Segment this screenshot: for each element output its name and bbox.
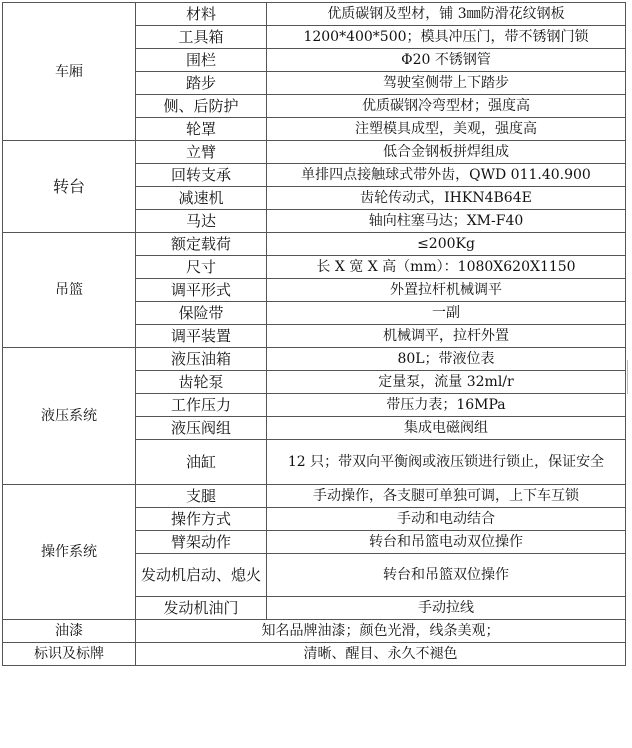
table-row (3, 3, 626, 26)
item-cell: 马达 (136, 210, 267, 233)
item-cell: 减速机 (136, 187, 267, 210)
page-edge-mark (627, 360, 632, 394)
value-cell: 集成电磁阀组 (267, 417, 626, 440)
item-cell: 调平装置 (136, 325, 267, 348)
value-cell: 长 X 宽 X 高（mm）：1080X620X1150 (267, 256, 626, 279)
value-cell: 外置拉杆机械调平 (267, 279, 626, 302)
category-cell: 转台 (3, 141, 136, 233)
table-row (3, 620, 626, 643)
item-cell: 液压阀组 (136, 417, 267, 440)
table-row (3, 141, 626, 164)
value-cell: 齿轮传动式，IHKN4B64E (267, 187, 626, 210)
category-cell: 吊篮 (3, 233, 136, 348)
value-cell: 80L；带液位表 (267, 348, 626, 371)
item-cell: 工作压力 (136, 394, 267, 417)
item-cell: 工具箱 (136, 26, 267, 49)
value-cell: 优质碳钢及型材，铺 3㎜防滑花纹钢板 (267, 3, 626, 26)
value-cell: 轴向柱塞马达；XM-F40 (267, 210, 626, 233)
table-row (3, 485, 626, 508)
value-cell: 1200*400*500；模具冲压门，带不锈钢门锁 (267, 26, 626, 49)
item-cell: 发动机油门 (136, 597, 267, 620)
item-cell: 尺寸 (136, 256, 267, 279)
item-cell: 油缸 (136, 440, 267, 485)
value-cell: 定量泵，流量 32ml/r (267, 371, 626, 394)
item-cell: 支腿 (136, 485, 267, 508)
category-cell: 操作系统 (3, 485, 136, 620)
value-cell: Φ20 不锈钢管 (267, 49, 626, 72)
table-row (3, 643, 626, 666)
value-cell: 转台和吊篮电动双位操作 (267, 531, 626, 554)
value-cell: 转台和吊篮双位操作 (267, 554, 626, 597)
value-cell: 驾驶室侧带上下踏步 (267, 72, 626, 95)
item-cell: 侧、后防护 (136, 95, 267, 118)
value-cell: 低合金钢板拼焊组成 (267, 141, 626, 164)
value-cell: 优质碳钢冷弯型材；强度高 (267, 95, 626, 118)
item-cell: 围栏 (136, 49, 267, 72)
item-cell: 回转支承 (136, 164, 267, 187)
value-cell: 手动拉线 (267, 597, 626, 620)
item-cell: 保险带 (136, 302, 267, 325)
table-row (3, 233, 626, 256)
item-cell: 齿轮泵 (136, 371, 267, 394)
value-cell: 手动和电动结合 (267, 508, 626, 531)
item-cell: 立臂 (136, 141, 267, 164)
item-cell: 材料 (136, 3, 267, 26)
item-cell: 操作方式 (136, 508, 267, 531)
value-cell: 单排四点接触球式带外齿，QWD 011.40.900 (267, 164, 626, 187)
table-row (3, 348, 626, 371)
value-cell: ≤200Kg (267, 233, 626, 256)
value-cell: 一副 (267, 302, 626, 325)
value-cell: 带压力表；16MPa (267, 394, 626, 417)
value-cell: 知名品牌油漆；颜色光滑，线条美观； (136, 620, 626, 643)
item-cell: 发动机启动、熄火 (136, 554, 267, 597)
item-cell: 调平形式 (136, 279, 267, 302)
value-cell: 机械调平，拉杆外置 (267, 325, 626, 348)
value-cell: 清晰、醒目、永久不褪色 (136, 643, 626, 666)
item-cell: 踏步 (136, 72, 267, 95)
value-cell: 12 只；带双向平衡阀或液压锁进行锁止，保证安全 (267, 440, 626, 485)
item-cell: 液压油箱 (136, 348, 267, 371)
category-cell: 油漆 (3, 620, 136, 643)
spec-table (2, 2, 626, 666)
value-cell: 注塑模具成型，美观，强度高 (267, 118, 626, 141)
category-cell: 车厢 (3, 3, 136, 141)
item-cell: 轮罩 (136, 118, 267, 141)
item-cell: 额定载荷 (136, 233, 267, 256)
category-cell: 液压系统 (3, 348, 136, 485)
category-cell: 标识及标牌 (3, 643, 136, 666)
value-cell: 手动操作，各支腿可单独可调，上下车互锁 (267, 485, 626, 508)
item-cell: 臂架动作 (136, 531, 267, 554)
